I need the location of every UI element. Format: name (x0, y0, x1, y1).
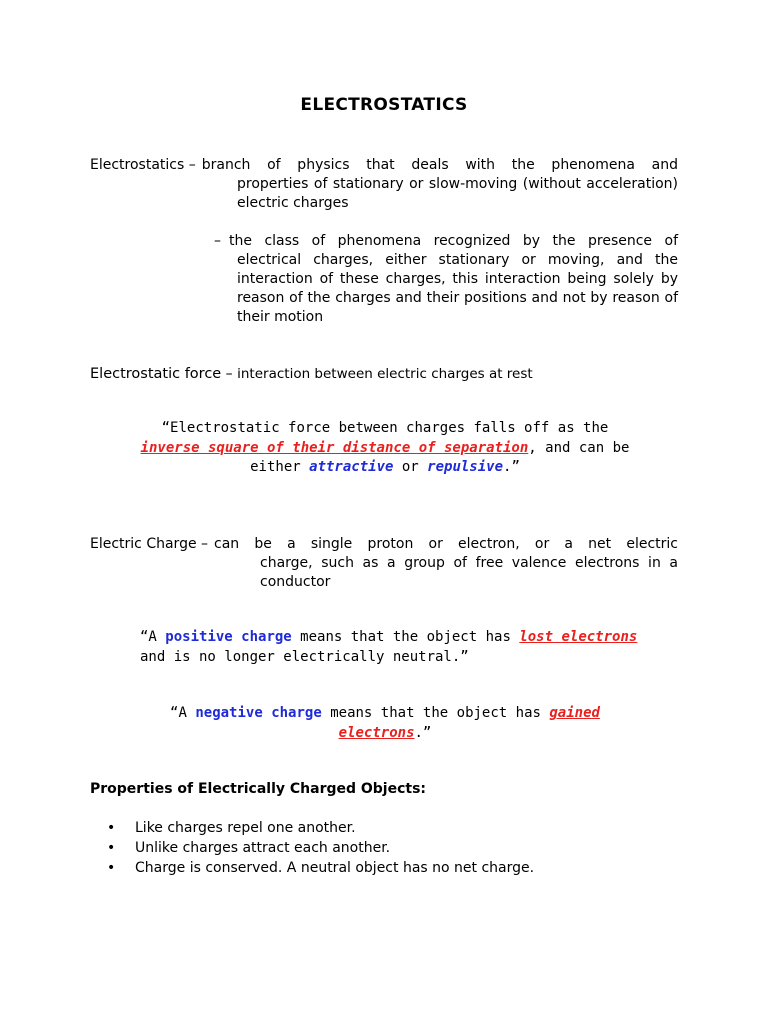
definition-first-line: the class of phenomena recognized by the presence of (229, 233, 678, 249)
dash: – (201, 536, 209, 552)
highlight-blue: repulsive (427, 459, 504, 475)
highlight-blue: positive charge (165, 629, 292, 645)
quote-text: means that the object has (291, 629, 520, 645)
dash: – (214, 233, 221, 249)
list-item: • Charge is conserved. A neutral object has no net charge. (135, 858, 534, 878)
force-definition (90, 365, 678, 384)
definition-continuation: properties of stationary or slow-moving (without acceleration) electric charges (237, 176, 678, 211)
quote-text: means that the object has (321, 705, 550, 721)
term-text: Electric Charge (90, 536, 197, 552)
list-item: • Unlike charges attract each another. (135, 838, 534, 858)
quote-text: or (393, 459, 428, 475)
highlight-red: gained electrons (338, 705, 600, 741)
charge-term (90, 535, 208, 554)
electrostatics-definition-2 (90, 232, 678, 327)
charge-definition (90, 535, 678, 592)
positive-charge-quote (140, 628, 640, 667)
quote-text: , and can be either (250, 439, 630, 475)
quote-text: “A (170, 705, 196, 721)
definition-first-line: can be a single proton or electron, or a net electric (214, 536, 678, 552)
force-quote (140, 419, 630, 478)
highlight-red: lost electrons (519, 629, 638, 645)
quote-text: “A (140, 629, 166, 645)
negative-charge-quote (160, 704, 610, 743)
quote-text: “Electrostatic force between charges falls off as the (161, 420, 609, 436)
force-definition-text: interaction between electric charges at rest (237, 366, 533, 382)
dash: – (225, 366, 233, 382)
electrostatics-term (90, 156, 196, 175)
highlight-blue: attractive (309, 459, 394, 475)
definition-first-line: branch of physics that deals with the phenomena and (201, 157, 678, 173)
dash: – (188, 157, 196, 173)
properties-list (90, 818, 534, 878)
properties-heading: Properties of Electrically Charged Objects: (90, 781, 427, 797)
quote-text: .” (503, 459, 520, 475)
electrostatics-definition-1 (90, 156, 678, 213)
quote-text: .” (414, 724, 432, 741)
page-title: ELECTROSTATICS (300, 95, 468, 115)
definition-continuation: charge, such as a group of free valence electrons in a conductor (260, 555, 678, 590)
term-text: Electrostatics (90, 157, 185, 173)
list-item: • Like charges repel one another. (135, 818, 534, 838)
quote-text: and is no longer electrically neutral.” (140, 648, 469, 665)
highlight-red: inverse square of their distance of separation (140, 439, 529, 456)
definition-continuation: electrical charges, either stationary or moving, and the interaction of these charges, this interaction being solely by reason of the charges and their positions and not by reason of their motion (237, 252, 678, 325)
highlight-blue: negative charge (195, 705, 322, 721)
force-term: Electrostatic force (90, 366, 222, 382)
